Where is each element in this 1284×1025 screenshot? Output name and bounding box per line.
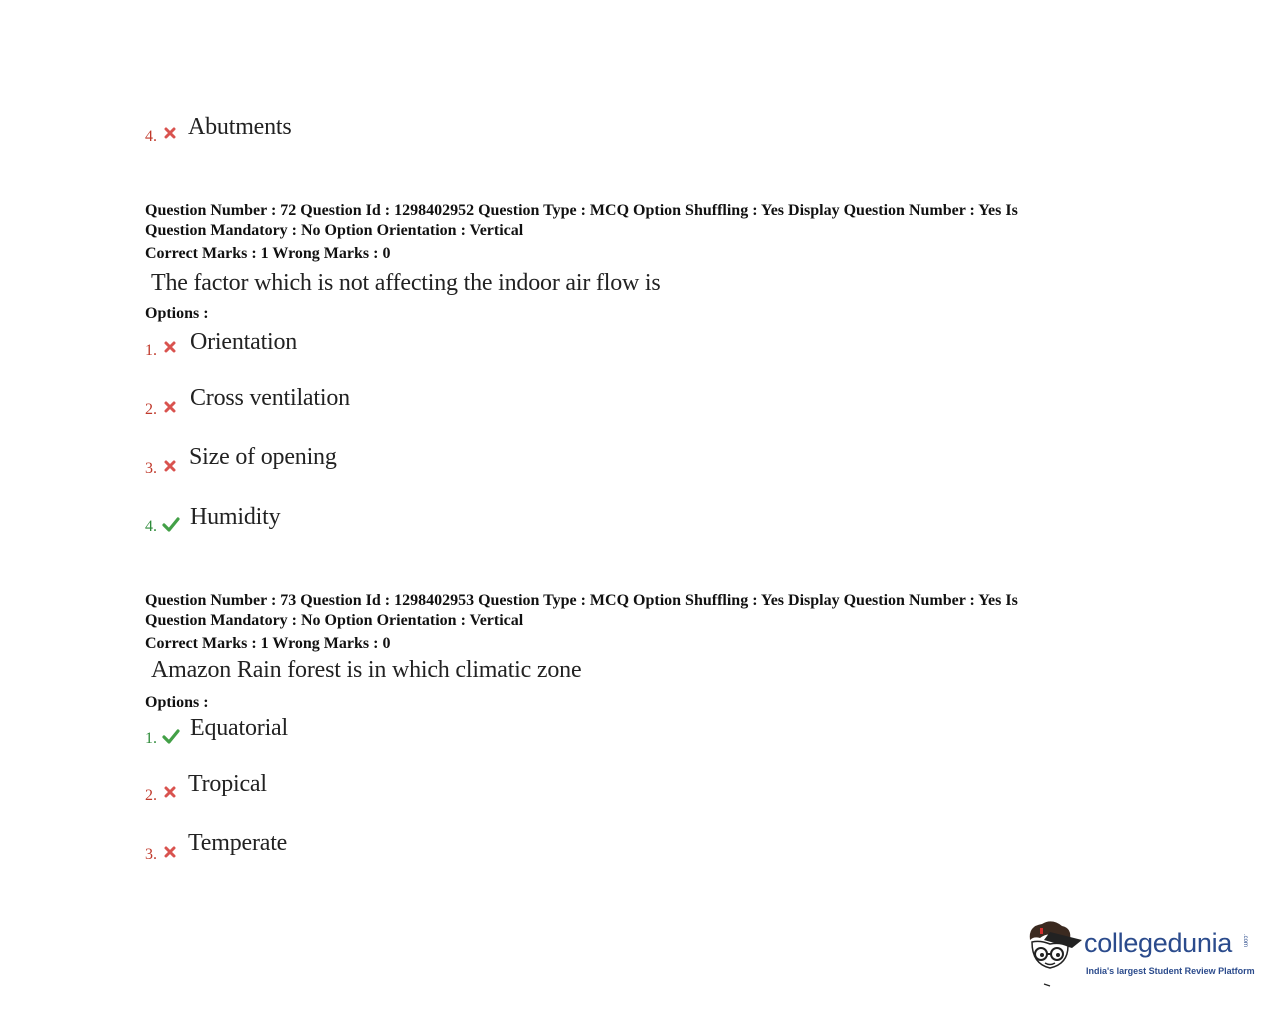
question-text: Amazon Rain forest is in which climatic zone xyxy=(151,657,582,683)
option-text: Equatorial xyxy=(190,715,288,741)
cross-icon xyxy=(163,400,177,414)
option-number: 3. xyxy=(145,460,157,477)
question-meta-line: Question Number : 72 Question Id : 1298402952 Question Type : MCQ Option Shuffling : Yes Display Question Number : Yes Is xyxy=(145,202,1018,219)
cross-icon xyxy=(163,459,177,473)
option-number: 2. xyxy=(145,787,157,804)
option-text: Temperate xyxy=(188,830,288,856)
options-label: Options : xyxy=(145,305,209,322)
option-text: Abutments xyxy=(188,114,292,140)
question-meta-line: Question Mandatory : No Option Orientation : Vertical xyxy=(145,222,524,239)
option-number: 1. xyxy=(145,342,157,359)
cross-icon xyxy=(163,126,177,140)
option-number: 3. xyxy=(145,846,157,863)
question-marks: Correct Marks : 1 Wrong Marks : 0 xyxy=(145,245,391,262)
collegedunia-logo xyxy=(1024,918,1254,990)
check-icon xyxy=(162,728,180,744)
option-text: Tropical xyxy=(188,771,267,797)
question-meta xyxy=(145,591,1105,631)
mascot-icon xyxy=(1024,918,1084,990)
question-meta-line: Question Mandatory : No Option Orientation : Vertical xyxy=(145,612,524,629)
option-number: 2. xyxy=(145,401,157,418)
options-label: Options : xyxy=(145,694,209,711)
option-text: Cross ventilation xyxy=(190,385,350,411)
option-number: 4. xyxy=(145,128,157,145)
check-icon xyxy=(162,516,180,532)
option-text: Humidity xyxy=(190,504,281,530)
question-meta-line: Question Number : 73 Question Id : 1298402953 Question Type : MCQ Option Shuffling : Yes Display Question Number : Yes Is xyxy=(145,592,1018,609)
question-marks: Correct Marks : 1 Wrong Marks : 0 xyxy=(145,635,391,652)
question-text: The factor which is not affecting the indoor air flow is xyxy=(151,270,661,296)
option-text: Orientation xyxy=(190,329,298,355)
option-number: 4. xyxy=(145,518,157,535)
cross-icon xyxy=(163,785,177,799)
option-number: 1. xyxy=(145,730,157,747)
cross-icon xyxy=(163,845,177,859)
question-meta xyxy=(145,201,1105,241)
logo-name: collegedunia xyxy=(1084,928,1233,958)
logo-tld: .com xyxy=(1242,934,1248,948)
logo-tagline: India's largest Student Review Platform xyxy=(1086,966,1255,976)
option-text: Size of opening xyxy=(189,444,337,470)
cross-icon xyxy=(163,340,177,354)
